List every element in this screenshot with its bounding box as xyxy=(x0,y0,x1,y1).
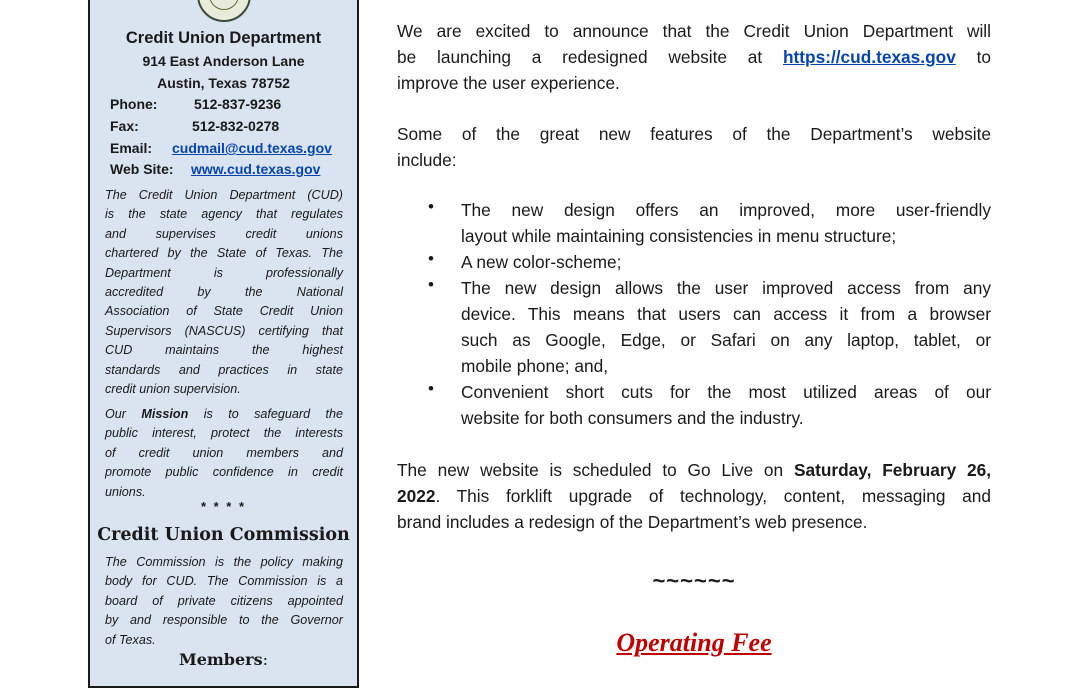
golive-paragraph xyxy=(397,457,991,535)
members-label: Members xyxy=(178,650,263,669)
intro-line-2-post: to xyxy=(976,47,992,67)
golive-date-b: 2022 xyxy=(397,486,436,506)
feature-text-line: website for both consumers and the industry. xyxy=(461,408,804,428)
address-line-2: Austin, Texas 78752 xyxy=(157,75,290,91)
members-heading xyxy=(90,650,357,669)
feature-list-item xyxy=(397,379,991,431)
about-cud-line: and supervises credit unions xyxy=(105,226,343,241)
features-list xyxy=(397,197,991,431)
feature-list-item xyxy=(397,249,991,275)
golive-line-2 xyxy=(397,483,991,509)
feature-list-item xyxy=(397,275,991,379)
features-line-2: include: xyxy=(397,150,457,170)
golive-pre: The new website is scheduled to Go Live on xyxy=(397,460,784,480)
website-label: Web Site: xyxy=(110,161,174,177)
commission-line: board of private citizens appointed xyxy=(105,593,343,608)
about-cud-line: The Credit Union Department (CUD) xyxy=(105,188,343,202)
fax-label: Fax: xyxy=(110,118,139,134)
intro-line-1: We are excited to announce that the Credit Union Department will xyxy=(397,21,991,41)
sidebar-info-box xyxy=(88,0,359,688)
bullet-dot-icon: • xyxy=(428,197,434,216)
feature-text-line: such as Google, Edge, or Safari on any laptop, tablet, or xyxy=(461,330,991,350)
operating-fee-heading: Operating Fee xyxy=(616,628,772,657)
commission-text xyxy=(105,553,343,650)
mission-line: unions. xyxy=(105,484,146,499)
commission-line: The Commission is the policy making xyxy=(105,555,343,569)
mission-line1-rest: is to safeguard the xyxy=(203,407,344,421)
about-cud-line: is the state agency that regulates xyxy=(105,207,343,222)
feature-text-line: Convenient short cuts for the most utilized areas of our xyxy=(461,382,991,402)
feature-list-item xyxy=(397,197,991,249)
golive-line-3: brand includes a redesign of the Department’s web presence. xyxy=(397,512,868,532)
about-cud-line: Supervisors (NASCUS) certifying that xyxy=(105,323,343,338)
phone-label: Phone: xyxy=(110,96,158,112)
section-separator: ~~~~~~ xyxy=(652,568,736,593)
intro-paragraph xyxy=(397,18,991,96)
intro-line-3: improve the user experience. xyxy=(397,73,620,93)
feature-text-line: layout while maintaining consistencies in menu structure; xyxy=(461,226,897,246)
mission-line: of credit union members and xyxy=(105,445,343,460)
about-cud-line: accredited by the National xyxy=(105,285,343,300)
intro-line-2 xyxy=(397,44,991,70)
mission-word: Mission xyxy=(141,407,189,421)
feature-text-line: The new design offers an improved, more user-friendly xyxy=(461,200,991,220)
bullet-dot-icon: • xyxy=(428,275,434,294)
address-line-1: 914 East Anderson Lane xyxy=(142,53,305,69)
about-cud-line: standards and practices in state xyxy=(105,362,343,377)
cud-website-link[interactable]: https://cud.texas.gov xyxy=(782,47,956,67)
features-line-1: Some of the great new features of the Department’s website xyxy=(397,124,991,144)
bullet-dot-icon: • xyxy=(428,379,434,398)
department-name: Credit Union Department xyxy=(125,29,322,47)
about-cud-line: credit union supervision. xyxy=(105,382,241,397)
commission-line: of Texas. xyxy=(105,632,156,647)
section-divider-stars: * * * * xyxy=(200,499,247,514)
commission-line: by and responsible to the Governor xyxy=(105,613,343,628)
mission-line: public interest, protect the interests xyxy=(105,426,343,441)
feature-text-line: A new color-scheme; xyxy=(461,252,622,272)
email-label: Email: xyxy=(110,140,153,156)
texas-seal-logo xyxy=(197,0,251,22)
fax-number: 512-832-0278 xyxy=(192,118,280,134)
website-link[interactable]: www.cud.texas.gov xyxy=(191,161,321,177)
about-cud-line: Association of State Credit Union xyxy=(105,304,343,319)
about-cud-line: chartered by the State of Texas. The xyxy=(105,246,343,261)
commission-title: Credit Union Commission xyxy=(97,525,350,545)
intro-line-2-pre: be launching a redesigned website at xyxy=(397,47,763,67)
feature-text-line: The new design allows the user improved access from any xyxy=(461,278,991,298)
about-cud-text xyxy=(105,186,343,399)
mission-text xyxy=(105,405,343,502)
feature-text-line: mobile phone; and, xyxy=(461,356,609,376)
golive-line-2-rest: . This forklift upgrade of technology, content, messaging and xyxy=(435,486,991,506)
feature-text-line: device. This means that users can access it from a browser xyxy=(461,304,991,324)
email-link[interactable]: cudmail@cud.texas.gov xyxy=(172,140,332,156)
members-colon: : xyxy=(262,650,268,669)
commission-line: body for CUD. The Commission is a xyxy=(105,574,343,589)
phone-number: 512-837-9236 xyxy=(194,96,282,112)
golive-line-1 xyxy=(397,457,991,483)
features-paragraph xyxy=(397,121,991,173)
about-cud-line: Department is professionally xyxy=(105,265,343,280)
bullet-dot-icon: • xyxy=(428,249,434,268)
golive-date-a: Saturday, February 26, xyxy=(793,460,991,480)
mission-line: promote public confidence in credit xyxy=(105,465,343,480)
mission-prefix: Our xyxy=(105,407,126,421)
about-cud-line: CUD maintains the highest xyxy=(105,343,343,358)
